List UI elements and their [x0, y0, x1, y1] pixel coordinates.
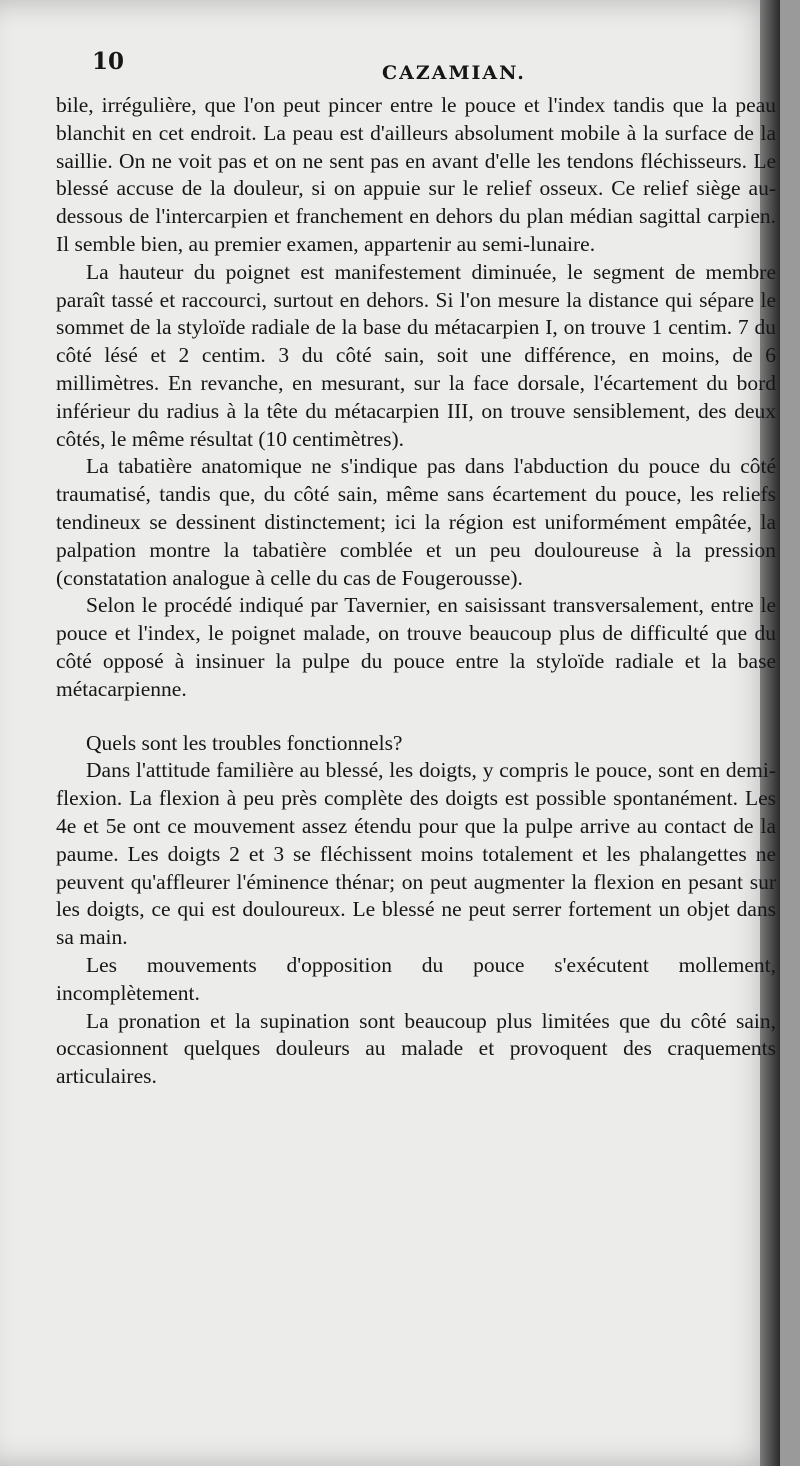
question-heading: Quels sont les troubles fonctionnels? — [86, 730, 403, 755]
paragraph-pronation: La pronation et la supination sont beaucoup plus limitées que du côté sain, occasionnent quelques douleurs au malade et provoquent des craquements articulaires. — [56, 1008, 776, 1089]
paragraph-continuation: bile, irrégulière, que l'on peut pincer entre le pouce et l'index tandis que la peau blanchit en cet endroit. La peau est d'ailleurs absolument mobile à la surface de la saillie. On ne voit pas et on ne sent pas en avant d'elle les tendons fléchisseurs. Le blessé accuse de la douleur, si on appuie sur le relief osseux. Ce relief siège au-dessous de l'intercarpien et franchement en dehors du plan médian sagittal carpien. Il semble bien, au premier examen, appartenir au semi-lunaire. — [56, 93, 776, 256]
paragraph-tavernier: Selon le procédé indiqué par Tavernier, en saisissant transversalement, entre le pouce et l'index, le poignet malade, on trouve beaucoup plus de difficulté que du côté opposé à insinuer la pulpe du pouce entre la styloïde radiale et la base métacarpienne. — [56, 593, 776, 701]
paragraph-opposition: Les mouvements d'opposition du pouce s'exécutent mollement, incomplètement. — [56, 952, 776, 1005]
page-header — [92, 42, 732, 82]
page-number: 10 — [92, 48, 125, 75]
paragraph-flexion: Dans l'attitude familière au blessé, les doigts, y compris le pouce, sont en demi-flexion. La flexion à peu près complète des doigts est possible spontanément. Les 4e et 5e ont ce mouvement assez étendu pour que la pulpe arrive au contact de la paume. Les doigts 2 et 3 se fléchissent moins totalement et les phalangettes ne peuvent qu'affleurer l'éminence thénar; on peut augmenter la flexion en pesant sur les doigts, ce qui est douloureux. Le blessé ne peut serrer fortement un objet dans sa main. — [56, 758, 776, 950]
paragraph-tabatiere: La tabatière anatomique ne s'indique pas dans l'abduction du pouce du côté traumatisé, tandis que, du côté sain, même sans écartement du pouce, les reliefs tendineux se dessinent distinctement; ici la région est uniformément empâtée, la palpation montre la tabatière comblée et un peu douloureuse à la pression (constatation analogue à celle du cas de Fougerousse). — [56, 454, 776, 590]
body-text — [56, 92, 776, 1091]
running-head: CAZAMIAN. — [382, 62, 526, 84]
paragraph-wrist-height: La hauteur du poignet est manifestement diminuée, le segment de membre paraît tassé et raccourci, surtout en dehors. Si l'on mesure la distance qui sépare le sommet de la styloïde radiale de la base du métacarpien I, on trouve 1 centim. 7 du côté lésé et 2 centim. 3 du côté sain, soit une différence, en moins, de 6 millimètres. En revanche, en mesurant, sur la face dorsale, l'écartement du bord inférieur du radius à la tête du métacarpien III, on trouve sensiblement, des deux côtés, le même résultat (10 centimètres). — [56, 259, 776, 451]
